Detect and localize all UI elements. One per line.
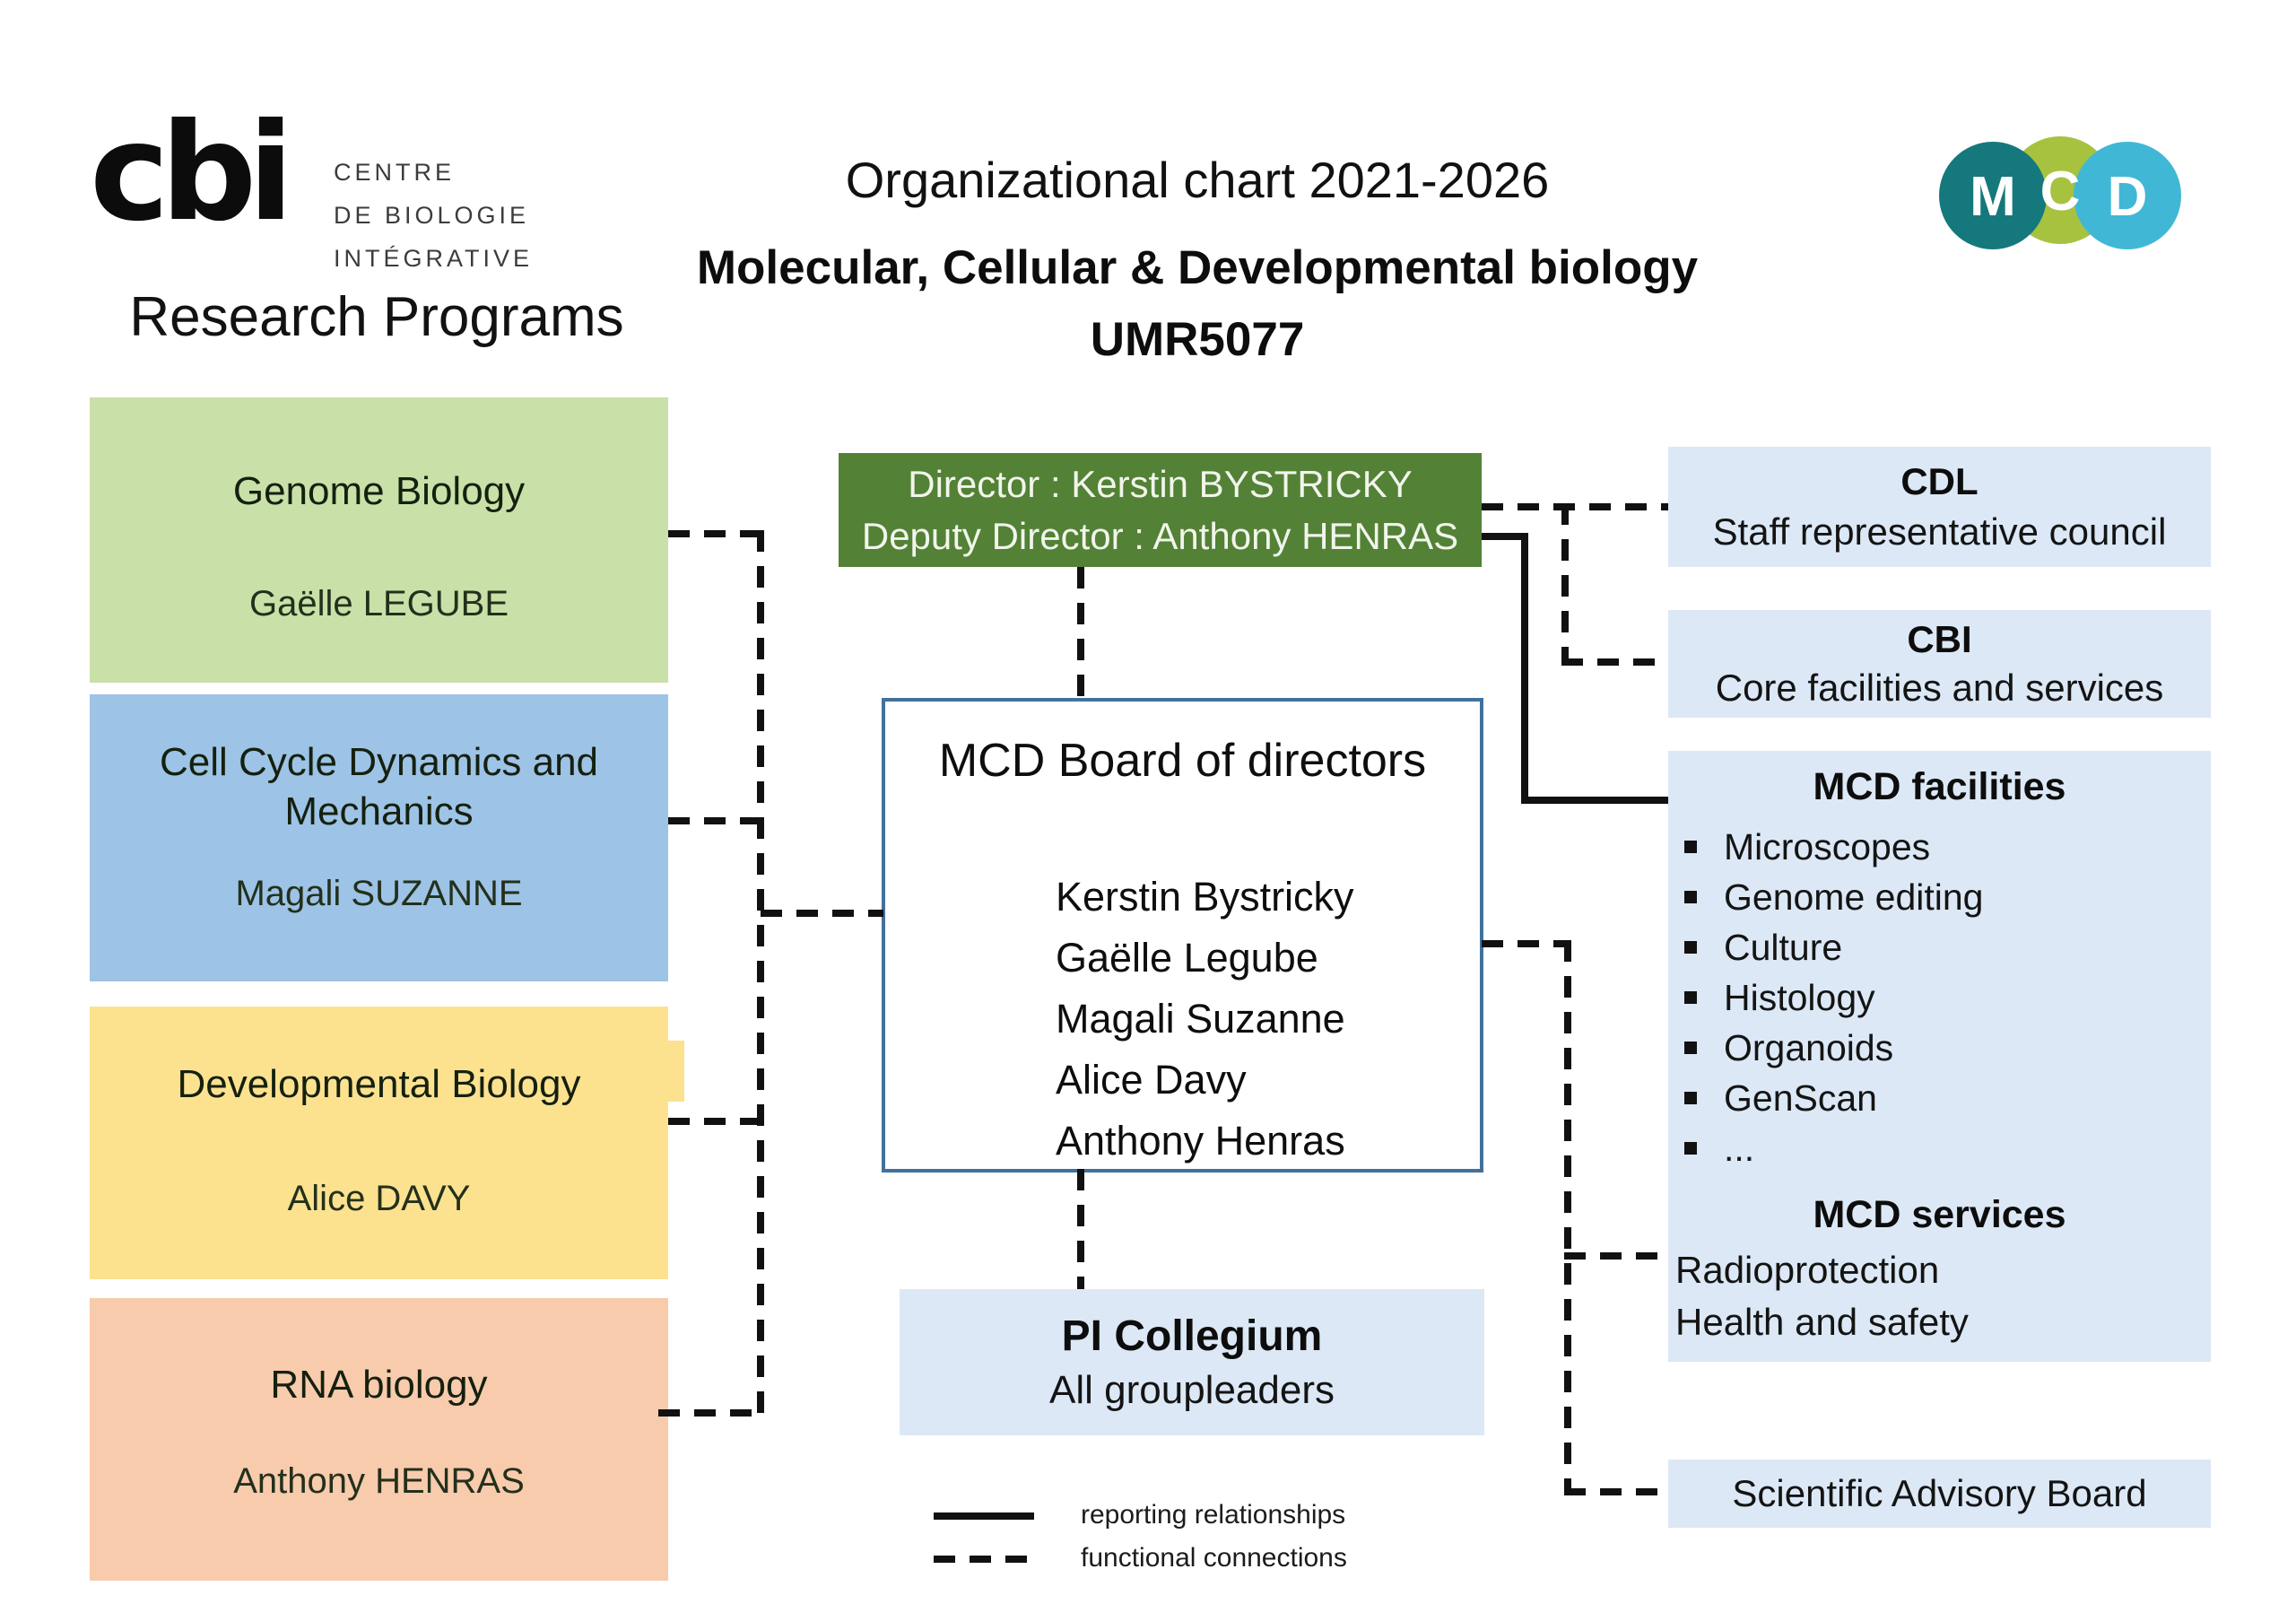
cbi-title: CBI	[1907, 618, 1972, 660]
program-title: Cell Cycle Dynamics and Mechanics	[159, 740, 599, 833]
page-subtitle: Molecular, Cellular & Developmental biology	[696, 241, 1699, 294]
bullet-square-icon	[1684, 841, 1697, 853]
connector-left-spine	[757, 530, 764, 1417]
facility-item	[1668, 922, 2211, 972]
connector-branch-to-services	[1564, 1252, 1668, 1260]
facility-item	[1668, 822, 2211, 872]
director-box	[839, 453, 1482, 567]
director-line: Director : Kerstin BYSTRICKY	[908, 462, 1413, 505]
mcd-facilities-title: MCD facilities	[1813, 765, 2066, 808]
facility-item	[1668, 1073, 2211, 1123]
scientific-advisory-board-box	[1668, 1460, 2211, 1528]
research-programs-heading: Research Programs	[129, 286, 624, 348]
mcd-facilities-list	[1668, 822, 2211, 1173]
program-leader: Gaëlle LEGUBE	[248, 584, 509, 623]
mcd-logo-letter-m: M	[1970, 166, 2016, 228]
program-box-cell-cycle	[90, 694, 668, 981]
board-member: Magali Suzanne	[1056, 996, 1345, 1042]
facility-label: Genome editing	[1724, 876, 1984, 918]
mcd-logo-letter-d: D	[2107, 166, 2148, 228]
bullet-square-icon	[1684, 1092, 1697, 1104]
legend-dashed-line-sample	[934, 1556, 1034, 1563]
board-member: Kerstin Bystricky	[1056, 874, 1354, 920]
service-item: Radioprotection	[1675, 1249, 1940, 1291]
mcd-services-title: MCD services	[1813, 1193, 2066, 1236]
pi-collegium-box	[900, 1289, 1484, 1435]
facility-label: Organoids	[1724, 1026, 1894, 1068]
facility-label: ...	[1724, 1127, 1755, 1169]
facility-label: Histology	[1724, 976, 1875, 1018]
program-leader: Alice DAVY	[287, 1179, 471, 1218]
bullet-square-icon	[1684, 991, 1697, 1004]
mcd-facilities-box	[1668, 751, 2211, 1362]
connector-rna-to-spine	[658, 1409, 764, 1417]
facility-label: Microscopes	[1724, 825, 1931, 867]
connector-branch-to-cbi	[1561, 658, 1668, 666]
bullet-square-icon	[1684, 1142, 1697, 1155]
service-item: Health and safety	[1675, 1301, 1969, 1343]
cdl-subtitle: Staff representative council	[1712, 510, 2167, 553]
cbi-tagline-line: INTÉGRATIVE	[334, 245, 534, 273]
connector-solid-to-facilities	[1521, 797, 1668, 804]
program-title: RNA biology	[270, 1363, 488, 1407]
connector-board-to-right-branch	[1482, 940, 1571, 947]
connector-spine-to-board	[761, 910, 883, 917]
facility-label: Culture	[1724, 926, 1843, 968]
facility-label: GenScan	[1724, 1077, 1877, 1119]
cbi-tagline-line: DE BIOLOGIE	[334, 202, 530, 230]
program-title: Genome Biology	[232, 469, 526, 513]
connector-director-to-cdl	[1482, 503, 1668, 510]
program-box-genome-biology	[90, 397, 668, 683]
mcd-logo-letter-c: C	[2039, 161, 2081, 222]
deputy-director-line: Deputy Director : Anthony HENRAS	[861, 514, 1459, 557]
cbi-logo-tagline	[334, 151, 533, 280]
bullet-square-icon	[1684, 891, 1697, 903]
connector-developmental-to-spine	[668, 1118, 761, 1125]
mcd-services-list	[1668, 1244, 2211, 1348]
pi-collegium-subtitle: All groupleaders	[1049, 1368, 1335, 1412]
program-leader: Magali SUZANNE	[235, 874, 523, 913]
mcd-logo	[1930, 133, 2190, 261]
cdl-box	[1668, 447, 2211, 567]
connector-right-branch-down	[1564, 940, 1571, 1495]
connector-genome-to-spine	[668, 530, 761, 537]
facility-item	[1668, 1123, 2211, 1173]
board-member: Alice Davy	[1056, 1057, 1247, 1103]
bullet-square-icon	[1684, 1042, 1697, 1054]
facility-item	[1668, 972, 2211, 1023]
cdl-title: CDL	[1900, 460, 1979, 502]
connector-branch-to-sab	[1564, 1488, 1668, 1495]
sab-title: Scientific Advisory Board	[1732, 1472, 2147, 1514]
program-leader: Anthony HENRAS	[233, 1461, 525, 1501]
legend-solid-line-sample	[934, 1512, 1034, 1520]
connector-director-to-board	[1077, 567, 1084, 698]
board-of-directors-box	[882, 698, 1483, 1172]
pi-collegium-title: PI Collegium	[1061, 1312, 1323, 1360]
board-member: Anthony Henras	[1056, 1118, 1345, 1164]
mcd-logo-image	[1930, 133, 2190, 257]
legend-dashed-label: functional connections	[1081, 1543, 1347, 1573]
board-member: Gaëlle Legube	[1056, 935, 1318, 981]
facility-item	[1668, 1023, 2211, 1073]
facility-item	[1668, 872, 2211, 922]
program-title: Developmental Biology	[177, 1062, 581, 1106]
program-box-developmental-biology	[90, 1007, 668, 1279]
cbi-core-facilities-box	[1668, 610, 2211, 718]
developmental-box-notch	[666, 1041, 684, 1102]
cbi-subtitle: Core facilities and services	[1715, 667, 2164, 709]
connector-cellcycle-to-spine	[668, 817, 761, 824]
board-members-list	[1056, 867, 1480, 1172]
unit-label: UMR5077	[1090, 313, 1305, 366]
cbi-logo: cbi	[90, 95, 285, 251]
program-box-rna-biology	[90, 1298, 668, 1581]
bullet-square-icon	[1684, 941, 1697, 954]
cbi-tagline-line: CENTRE	[334, 159, 456, 186]
board-title: MCD Board of directors	[938, 735, 1427, 787]
page-title: Organizational chart 2021-2026	[845, 152, 1550, 208]
connector-board-to-pi-collegium	[1077, 1169, 1084, 1289]
connector-cdl-branch-down	[1561, 503, 1569, 662]
legend-solid-label: reporting relationships	[1081, 1500, 1346, 1530]
connector-director-solid-down	[1521, 533, 1528, 804]
